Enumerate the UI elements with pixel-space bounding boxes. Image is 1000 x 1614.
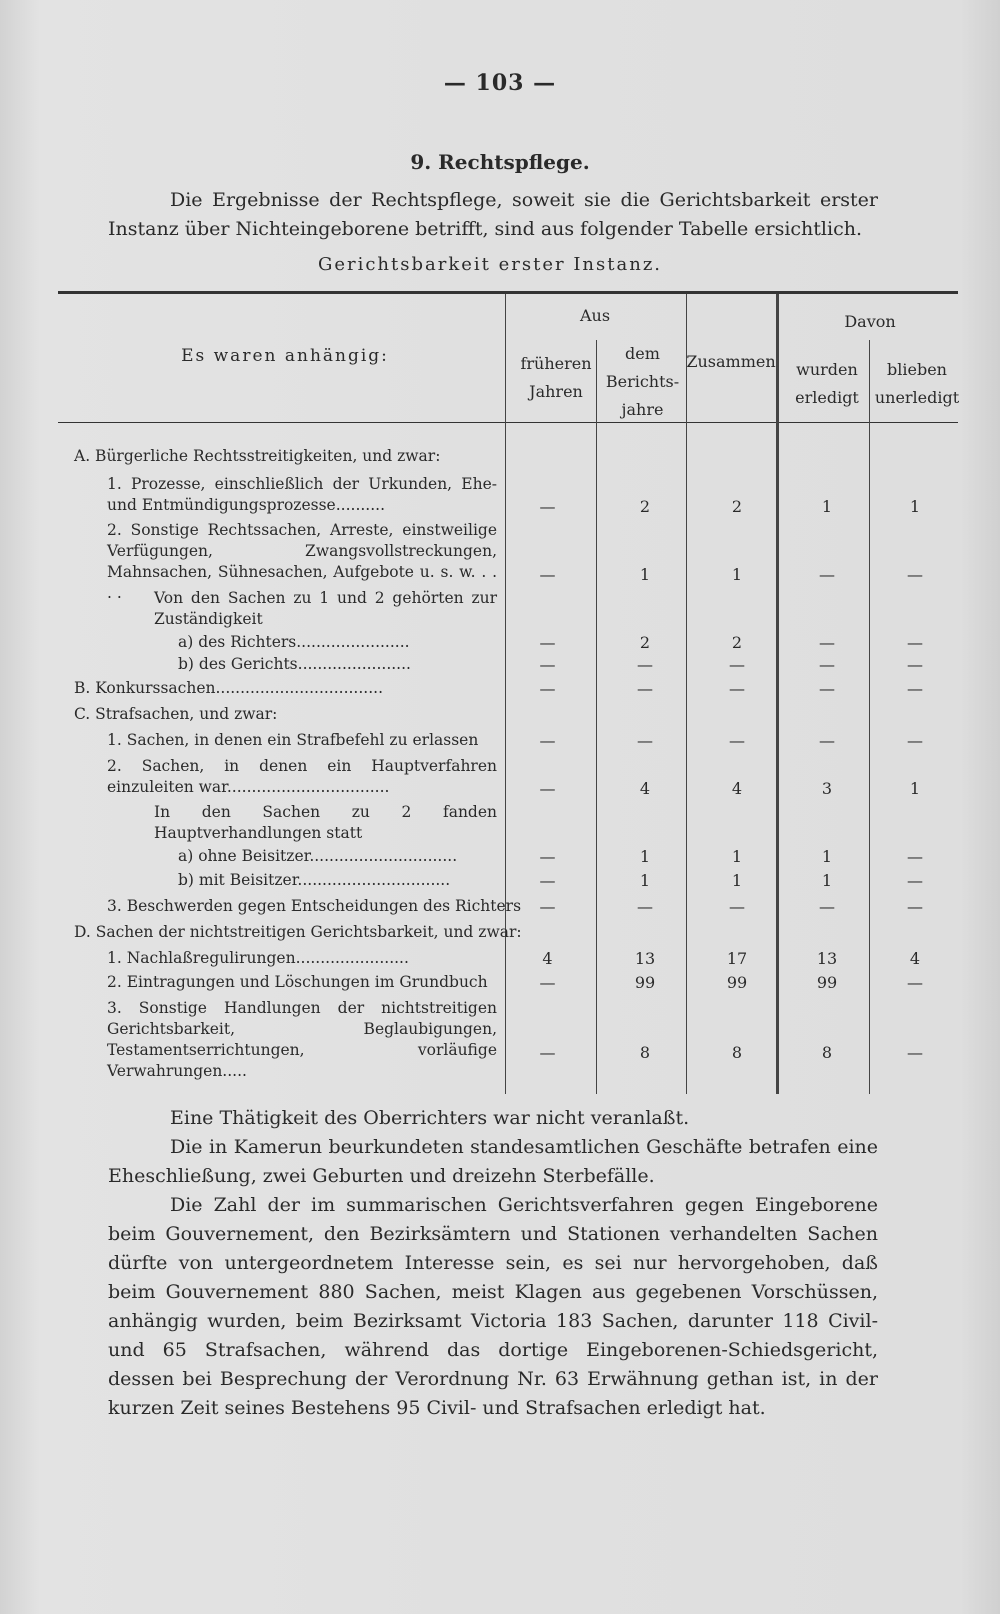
paragraph: Die Zahl der im summarischen Gerichtsverfahren gegen Eingeborene beim Gouvernement, den Bezirksämtern und Stationen verhandelten Sachen dürfte von untergeordnetem Interesse sein, es sei nur hervorgehoben, daß beim Gouvernement 880 Sachen, meist Klagen aus gegebenen Vorschüssen, anhängig wurden, beim Bezirksamt Victoria 183 Sachen, darunter 118 Civil- und 65 Strafsachen, während das dortige Eingeborenen-Schiedsgericht, dessen bei Besprechung der Verordnung Nr. 63 Erwähnung gethan ist, in der kurzen Zeit seines Bestehens 95 Civil- und Strafsachen erledigt hat. <box>108 1194 878 1419</box>
header-davon: Davon <box>844 312 896 331</box>
body-text <box>108 1104 878 1423</box>
header-unerledigt: blieben unerledigt <box>874 360 960 407</box>
page-number: — 103 — <box>443 70 557 96</box>
header-berichtsjahre: dem Berichts-jahre <box>605 344 680 419</box>
column-divider <box>596 340 597 1094</box>
table-caption: Gerichtsbarkeit erster Instanz. <box>317 254 663 275</box>
header-stub: Es waren anhängig: <box>181 346 389 366</box>
header-aus: Aus <box>579 306 611 325</box>
paragraph: Die in Kamerun beurkundeten standesamtlichen Geschäfte betrafen eine Eheschließung, zwei Geburten und dreizehn Sterbefälle. <box>108 1136 878 1187</box>
table-top-rule <box>58 291 958 294</box>
intro-paragraph: Die Ergebnisse der Rechtspflege, soweit sie die Gerichtsbarkeit erster Instanz über Nichteingeborene betrifft, sind aus folgender Tabelle ersichtlich. <box>108 189 878 240</box>
header-erledigt: wurden erledigt <box>795 360 859 407</box>
table-header-rule <box>58 422 958 423</box>
section-title: 9. Rechtspflege. <box>410 150 590 174</box>
paragraph: Eine Thätigkeit des Oberrichters war nicht veranlaßt. <box>170 1107 690 1129</box>
header-frueheren: früheren Jahren <box>520 354 592 401</box>
header-zusammen: Zusammen <box>686 352 776 371</box>
document-page: — 103 — 9. Rechtspflege. Die Ergebnisse der Rechtspflege, soweit sie die Gerichtsbarkeit erster Instanz über Nichteingeborene betrifft, sind aus folgender Tabelle ersichtlich. Gerichtsbarkeit erster Instanz. Es waren anhängig: Aus früheren Jahren dem Berichts-jahre Zusammen Davon wurden erledigt blieben unerledigt A. Bürgerliche Rechtsstreitigkeiten, und zwar: 1. Prozesse, einschließlich der Urkunden, Ehe- und Entmündigungsprozesse.......... — 2 2 1 1 2. Sonstige Rechtssachen, Arreste, einstweilige Verfügungen, Zwangsvollstreckungen, Mahnsachen, Sühnesachen, Aufgebote u. s. w. . . . . — 1 1 — — Von den Sachen zu 1 und 2 gehörten zur Zuständigkeit a) des Richters....................... — 2 2 — — b) des Gerichts....................... — — — — — B. Konkurssachen.................................. — — — — — C. Strafsachen, und zwar: 1. Sachen, in denen ein Strafbefehl zu erlassen — — — — — 2. Sachen, in denen ein Hauptverfahren einzuleiten war................................. — 4 4 3 1 In den Sachen zu 2 fanden Hauptverhandlungen statt a) ohne Beisitzer.............................. — 1 1 1 — b) mit Beisitzer............................... — 1 1 1 — 3. Beschwerden gegen Entscheidungen des Richters — — — — — D. Sachen der nichtstreitigen Gerichtsbarkeit, und zwar: 1. Nachlaßregulirungen....................... 4 13 17 13 4 2. Eintragungen und Löschungen im Grundbuch — 99 99 99 — 3. Sonstige Handlungen der nichtstreitigen Gerichtsbarkeit, Beglaubigungen, Testamentserrichtungen, vorläufige Verwahrungen..... — 8 8 8 — Eine Thätigkeit des Oberrichters war nicht veranlaßt. Die in Kamerun beurkundeten standesamtlichen Geschäfte betrafen eine Eheschließung, zwei Geburten und dreizehn Sterbefälle. Die Zahl der im summarischen Gerichtsverfahren gegen Eingeborene beim Gouvernement, den Bezirksämtern und Stationen verhandelten Sachen dürfte von untergeordnetem Interesse sein, es sei nur hervorgehoben, daß beim Gouvernement 880 Sachen, meist Klagen aus gegebenen Vorschüssen, anhängig wurden, beim Bezirksamt Victoria 183 Sachen, darunter 118 Civil- und 65 Strafsachen, während das dortige Eingeborenen-Schiedsgericht, dessen bei Besprechung der Verordnung Nr. 63 Erwähnung gethan ist, in der kurzen Zeit seines Bestehens 95 Civil- und Strafsachen erledigt hat. <box>0 0 1000 1614</box>
